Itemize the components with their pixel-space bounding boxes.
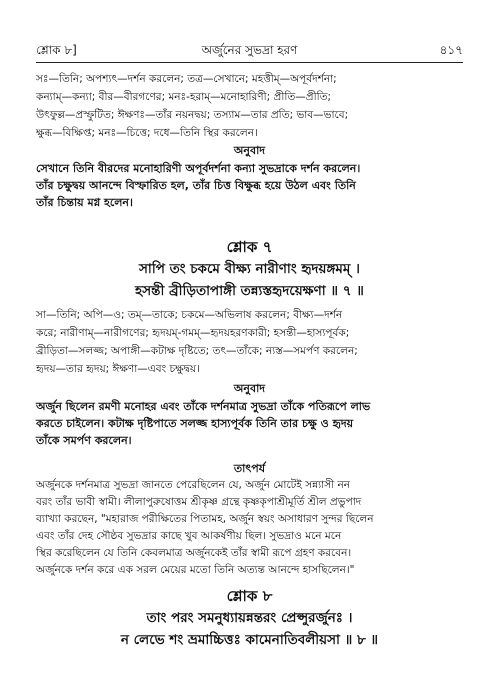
purport-line: ব্যাখ্যা করছেন, "মহারাজ পরীক্ষিতের পিতামহ, অর্জুন স্বয়ং অসাধারণ সুন্দর ছিলেন — [36, 513, 374, 525]
purport-line: এবং তাঁর দেহ সৌষ্ঠব সুভদ্রার কাছে খুব আকর্ষণীয় ছিল। সুভদ্রাও মনে মনে — [36, 530, 342, 542]
verse-title: শ্লোক ৮ — [226, 587, 273, 605]
translation-text — [36, 398, 463, 449]
translation-line: করতে চাইলেন। কটাক্ষ দৃষ্টিপাতে সলজ্জ হাস্যপূর্বক তিনি তার চক্ষু ও হৃদয় — [36, 417, 354, 430]
synonym-line: সা—তিনি; অপি—ও; তম্—তাকে; চকমে—অভিলাষ করলেন; বীক্ষ্য—দর্শন — [36, 309, 343, 321]
verse-line: ন লেভে শং ভ্রমাচ্চিত্তঃ কামেনাতিবলীয়সা ॥ ৮ ॥ — [120, 632, 379, 648]
translation-heading: অনুবাদ — [233, 144, 266, 157]
purport-heading: তাৎপর্য — [233, 462, 266, 475]
synonym-line: উৎফুল্ল—প্রস্ফুটিত; ঈক্ষণঃ—তাঁর নয়নদ্বয়; তস্যাম—তার প্রতি; ভাব—ভাবে; — [36, 109, 349, 121]
translation-line: তাঁকে সমর্পণ করলেন। — [36, 434, 132, 447]
synonym-line: ব্রীড়িতা—সলজ্জ; অপাঙ্গী—কটাক্ষ দৃষ্টিতে; তৎ—তাঁকে; ন্যস্ত—সমর্পণ করলেন; — [36, 345, 358, 357]
header-rule — [36, 62, 463, 63]
synonyms-verse-7 — [36, 306, 463, 378]
verse-text — [36, 258, 463, 302]
verse-line: তাং পরং সমনুধ্যায়ন্নন্তরং প্রেপ্সুরর্জুনঃ । — [146, 610, 353, 626]
verse-title: শ্লোক ৭ — [226, 238, 273, 256]
translation-text — [36, 160, 463, 211]
synonym-line: ক্ষুব্ধ—বিক্ষিপ্ত; মনঃ—চিত্তে; দধে—তিনি স্থির করলেন। — [36, 127, 258, 139]
header-page-number: ৪১৭ — [439, 43, 463, 57]
synonym-line: হৃদয়—তার হৃদয়; ঈক্ষণা—এবং চক্ষুদ্বয়। — [36, 363, 200, 375]
synonym-line: কন্যাম্—কন্যা; বীর—বীরগণের; মনঃ-হরাম্—মনোহারিণী; প্রীতি—প্রীতি; — [36, 91, 332, 103]
synonym-line: সঃ—তিনি; অপশ্যৎ—দর্শন করলেন; তত্র—সেখানে; মহত্তীম্—অপূর্বদর্শনা; — [36, 73, 337, 85]
synonym-line: করে; নারীণাম্—নারীগণের; হৃদয়ম্-গমম্—হৃদয়হরণকারী; হসন্তী—হাস্যপূর্বক; — [36, 327, 350, 339]
header-verse-ref: শ্লোক ৮] — [36, 43, 77, 57]
verse-line: সাপি তং চকমে বীক্ষ্য নারীণাং হৃদয়ঙ্গমম্ । — [139, 261, 360, 277]
purport-text — [36, 477, 463, 579]
verse-line: হসন্তী ব্রীড়িতাপাঙ্গী তন্ন্যস্তহৃদয়েক্ষণা ॥ ৭ ॥ — [135, 283, 364, 299]
purport-line: অর্জুনকে দর্শন করে এক সরল মেয়ের মতো তিনি অত্যন্ত আনন্দে হাসছিলেন।" — [36, 564, 355, 576]
translation-line: সেখানে তিনি বীরদের মনোহারিণী অপূর্বদর্শনা কন্যা সুভদ্রাকে দর্শন করলেন। — [36, 162, 361, 175]
translation-line: তাঁর চক্ষুদ্বয় আনন্দে বিস্ফারিত হল, তাঁর চিত্ত বিক্ষুব্ধ হয়ে উঠল এবং তিনি — [36, 179, 356, 192]
verse-text — [36, 607, 463, 651]
translation-line: অর্জুন ছিলেন রমণী মনোহর এবং তাঁকে দর্শনমাত্র সুভদ্রা তাঁকে পতিরূপে লাভ — [36, 400, 371, 413]
translation-heading: অনুবাদ — [233, 382, 266, 395]
translation-line: তাঁর চিন্তায় মগ্ন হলেন। — [36, 196, 133, 209]
synonyms-top — [36, 70, 463, 142]
page-header — [36, 42, 463, 62]
header-chapter-title: অর্জুনের সুভদ্রা হরণ — [201, 43, 298, 57]
purport-line: বরং তাঁর ভাবী স্বামী। লীলাপুরুষোত্তম শ্রীকৃষ্ণ গ্রন্থে কৃষ্ণকৃপাশ্রীমূর্তি শ্রীল প্রভুপাদ — [36, 496, 362, 508]
purport-line: স্থির করেছিলেন যে তিনি কেবলমাত্র অর্জুনকেই তাঁর স্বামী রূপে গ্রহণ করবেন। — [36, 547, 352, 559]
purport-line: অর্জুনকে দর্শনমাত্র সুভদ্রা জানতে পেরেছিলেন যে, অর্জুন মোটেই সন্ন্যাসী নন — [36, 479, 351, 491]
